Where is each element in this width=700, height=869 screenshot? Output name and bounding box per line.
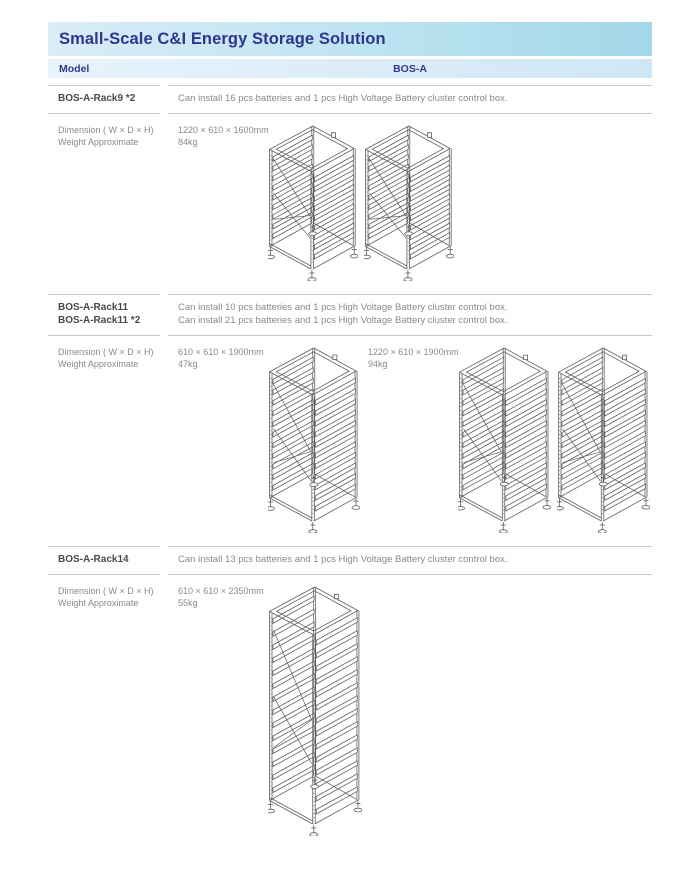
description-cell xyxy=(168,546,652,575)
model-description: Can install 16 pcs batteries and 1 pcs High Voltage Battery cluster control box. xyxy=(178,93,508,104)
model-cell xyxy=(48,294,160,336)
variant-values xyxy=(178,124,268,148)
rack-drawing xyxy=(268,119,358,281)
model-row xyxy=(48,546,652,575)
dimension-value: 1220 × 610 × 1900mm xyxy=(368,347,459,357)
page-title-banner xyxy=(48,22,652,56)
rack-figures xyxy=(268,580,362,836)
column-header-product: BOS-A xyxy=(393,62,427,75)
weight-value: 84kg xyxy=(178,137,198,147)
spec-variant xyxy=(178,585,362,836)
spec-labels xyxy=(48,346,160,533)
spec-row xyxy=(48,346,652,533)
model-name: BOS-A-Rack11 *2 xyxy=(58,315,141,326)
rack-drawing xyxy=(268,341,360,533)
spec-section xyxy=(48,85,652,281)
weight-label: Weight Approximate xyxy=(58,137,139,147)
variant-values xyxy=(178,585,268,609)
rack-figures xyxy=(458,341,650,533)
model-description: Can install 13 pcs batteries and 1 pcs High Voltage Battery cluster control box. xyxy=(178,554,508,565)
dimension-value: 610 × 610 × 2350mm xyxy=(178,586,264,596)
rack-drawing xyxy=(268,580,362,836)
spec-row xyxy=(48,585,652,836)
dimension-value: 610 × 610 × 1900mm xyxy=(178,347,264,357)
model-name: BOS-A-Rack11 xyxy=(58,302,129,313)
model-description: Can install 10 pcs batteries and 1 pcs High Voltage Battery cluster control box. xyxy=(178,302,508,313)
rack-figures xyxy=(268,119,454,281)
weight-label: Weight Approximate xyxy=(58,359,139,369)
model-name: BOS-A-Rack9 *2 xyxy=(58,93,136,104)
spec-variant xyxy=(178,346,360,533)
variant-values xyxy=(368,346,458,370)
rack-drawing xyxy=(458,341,551,533)
sections-container xyxy=(48,85,652,836)
spec-content xyxy=(168,346,652,533)
weight-value: 47kg xyxy=(178,359,198,369)
model-row xyxy=(48,85,652,114)
model-row xyxy=(48,294,652,336)
column-header-model: Model xyxy=(59,62,90,75)
model-cell xyxy=(48,85,160,114)
spec-labels xyxy=(48,585,160,836)
spec-row xyxy=(48,124,652,281)
spec-section xyxy=(48,294,652,533)
dimension-label: Dimension ( W × D × H) xyxy=(58,125,154,135)
dimension-value: 1220 × 610 × 1600mm xyxy=(178,125,269,135)
model-cell xyxy=(48,546,160,575)
rack-drawing xyxy=(364,119,454,281)
dimension-label: Dimension ( W × D × H) xyxy=(58,586,154,596)
spec-section xyxy=(48,546,652,836)
description-cell xyxy=(168,85,652,114)
rack-figures xyxy=(268,341,360,533)
variant-values xyxy=(178,346,268,370)
spec-variant xyxy=(368,346,650,533)
spec-content xyxy=(168,124,652,281)
table-header xyxy=(48,59,652,78)
weight-value: 55kg xyxy=(178,598,198,608)
weight-label: Weight Approximate xyxy=(58,598,139,608)
model-name: BOS-A-Rack14 xyxy=(58,554,129,565)
page-title: Small-Scale C&I Energy Storage Solution xyxy=(59,29,386,48)
spec-variant xyxy=(178,124,454,281)
weight-value: 94kg xyxy=(368,359,388,369)
dimension-label: Dimension ( W × D × H) xyxy=(58,347,154,357)
spec-content xyxy=(168,585,652,836)
model-description: Can install 21 pcs batteries and 1 pcs High Voltage Battery cluster control box. xyxy=(178,315,508,326)
description-cell xyxy=(168,294,652,336)
spec-labels xyxy=(48,124,160,281)
rack-drawing xyxy=(557,341,650,533)
